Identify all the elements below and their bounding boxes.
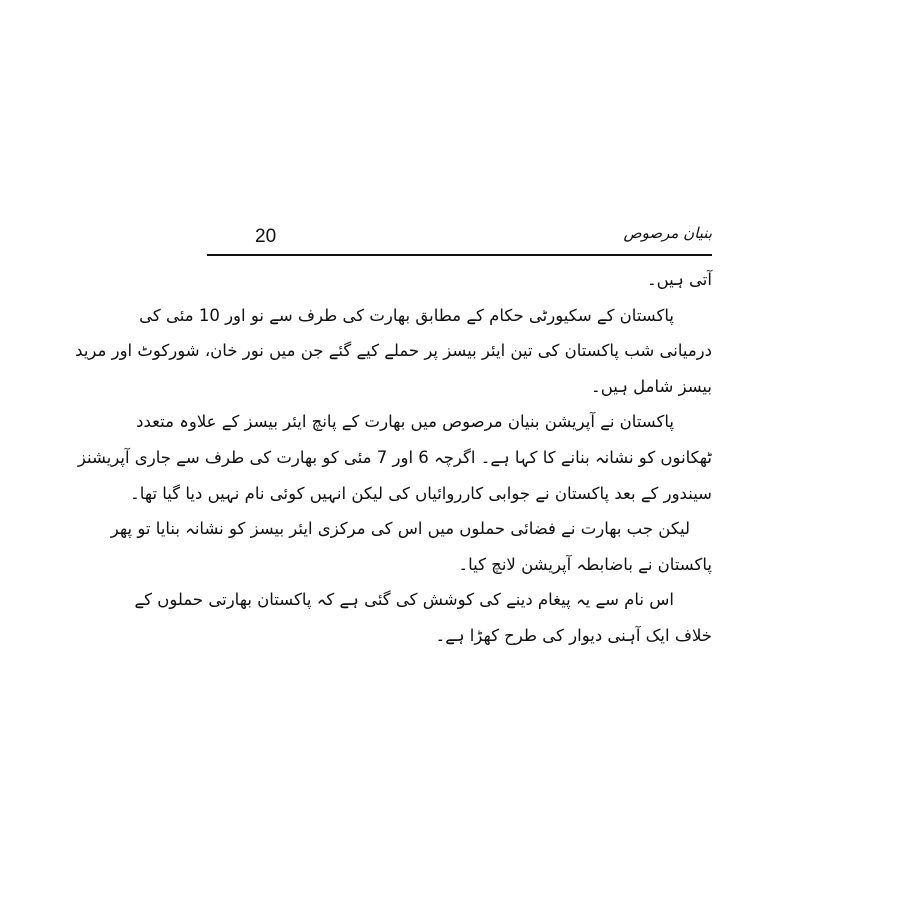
running-title: بنیان مرصوص xyxy=(623,224,712,242)
body-text xyxy=(75,262,712,654)
page-header xyxy=(207,222,712,252)
text-line: لیکن جب بھارت نے فضائی حملوں میں اس کی مرکزی ایئر بیسز کو نشانہ بنایا تو پھر xyxy=(110,519,690,539)
text-line: درمیانی شب پاکستان کی تین ایئر بیسز پر حملے کیے گئے جن میں نور خان، شورکوٹ اور مرید xyxy=(75,341,712,361)
text-line: پاکستان کے سکیورٹی حکام کے مطابق بھارت کی طرف سے نو اور 10 مئی کی xyxy=(139,305,674,325)
document-page xyxy=(75,222,712,645)
page-number: 20 xyxy=(255,226,277,247)
text-line: پاکستان نے آپریشن بنیان مرصوص میں بھارت کے پانچ ایئر بیسز کے علاوہ متعدد xyxy=(136,412,674,432)
text-line: خلاف ایک آہنی دیوار کی طرح کھڑا ہے۔ xyxy=(435,625,712,645)
text-line: پاکستان نے باضابطہ آپریشن لانچ کیا۔ xyxy=(458,554,712,574)
text-line: اس نام سے یہ پیغام دینے کی کوشش کی گئی ہے کہ پاکستان بھارتی حملوں کے xyxy=(134,590,674,610)
text-line: سیندور کے بعد پاکستان نے جوابی کارروائیاں کی لیکن انہیں کوئی نام نہیں دیا گیا تھا۔ xyxy=(130,483,712,503)
text-line: آتی ہیں۔ xyxy=(646,270,712,289)
header-rule xyxy=(207,254,712,256)
text-line: ٹھکانوں کو نشانہ بنانے کا کہا ہے۔ اگرچہ 6 اور 7 مئی کو بھارت کی طرف سے جاری آپریشنز xyxy=(77,447,712,467)
text-line: بیسز شامل ہیں۔ xyxy=(591,376,712,396)
